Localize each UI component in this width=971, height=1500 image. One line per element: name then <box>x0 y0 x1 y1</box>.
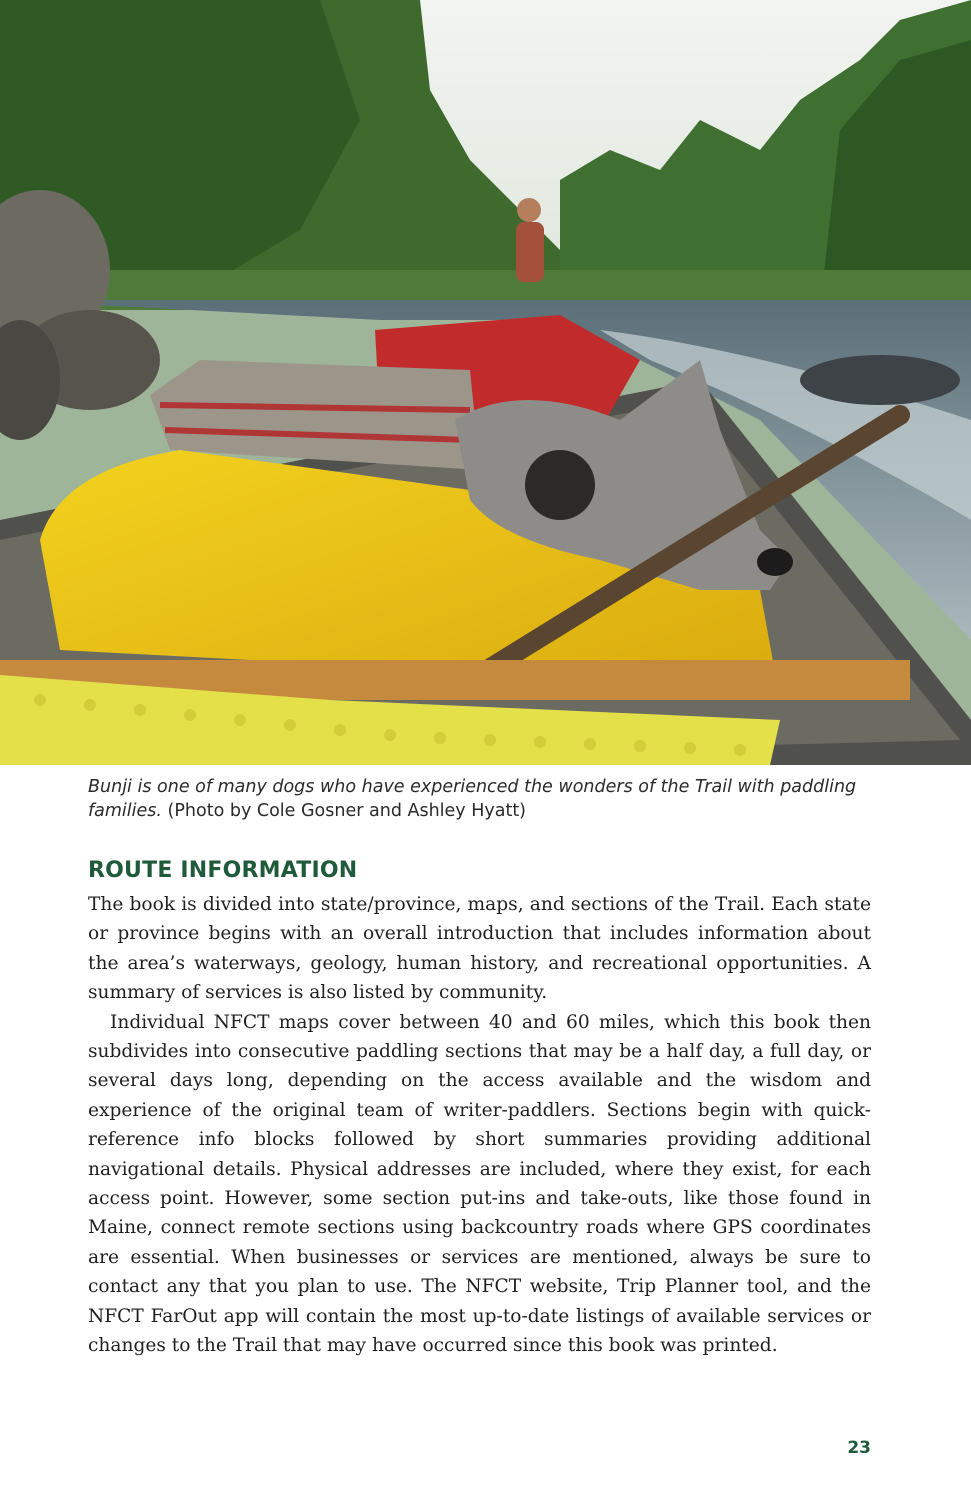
page-number: 23 <box>847 1438 871 1458</box>
caption-text: Bunji is one of many dogs who have experienced the wonders of the Trail with paddling families. <box>88 777 857 821</box>
section-body <box>88 890 871 1361</box>
body-paragraph: Individual NFCT maps cover between 40 and 60 miles, which this book then subdivides into consecutive paddling sections that may be a half day, a full day, or several days long, depending on the access available and the wisdom and experience of the original team of writer-paddlers. Sections begin with quick-reference info blocks followed by short summaries providing additional navigational details. Physical addresses are included, where they exist, for each access point. However, some section put-ins and take-outs, like those found in Maine, connect remote sections using backcountry roads where GPS coordinates are essential. When businesses or services are mentioned, always be sure to contact any that you plan to use. The NFCT website, Trip Planner tool, and the NFCT FarOut app will contain the most up-to-date listings of available services or changes to the Trail that may have occurred since this book was printed. <box>88 1011 871 1357</box>
section-heading: ROUTE INFORMATION <box>88 858 358 883</box>
body-paragraph: The book is divided into state/province, maps, and sections of the Trail. Each state or province begins with an overall introduction that includes information about the area’s waterways, geology, human history, and recreational opportunities. A summary of services is also listed by community. <box>88 894 871 1004</box>
photo-caption <box>88 775 878 823</box>
photo-credit: (Photo by Cole Gosner and Ashley Hyatt) <box>167 801 527 821</box>
